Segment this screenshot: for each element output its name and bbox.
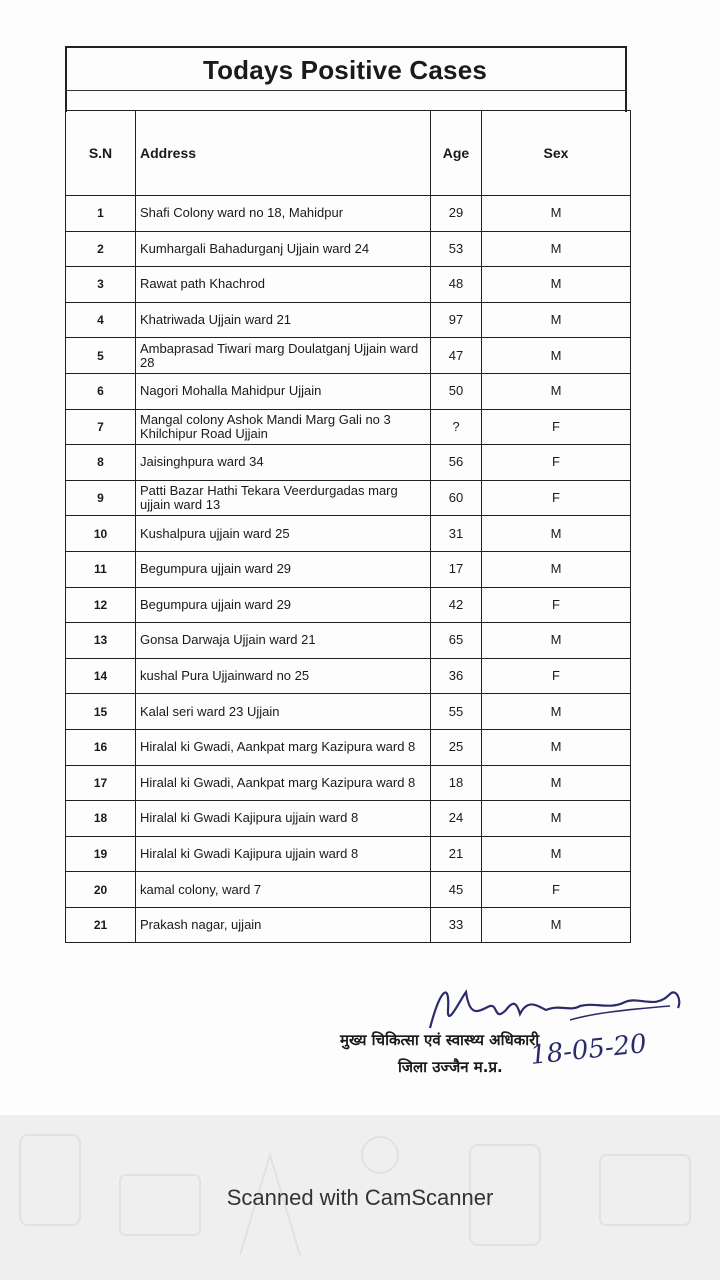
cell-sn: 14 [66,658,136,694]
title-divider [65,90,625,91]
cell-age: 31 [431,516,482,552]
table-body [66,196,631,943]
table-row [66,551,631,587]
table-row [66,445,631,481]
cell-sex: M [482,373,631,409]
footer-caption: Scanned with CamScanner [226,1185,494,1210]
cell-sn: 1 [66,196,136,232]
cell-sex: M [482,907,631,943]
cell-age: 24 [431,801,482,837]
cell-address: Patti Bazar Hathi Tekara Veerdurgadas marg ujjain ward 13 [136,480,431,516]
cell-age: 56 [431,445,482,481]
cell-age: 17 [431,551,482,587]
cell-address: Kushalpura ujjain ward 25 [136,516,431,552]
column-header-sn: S.N [66,111,136,196]
cell-age: 42 [431,587,482,623]
cell-sex: M [482,551,631,587]
cell-sex: F [482,658,631,694]
cell-sex: M [482,516,631,552]
cell-address: Ambaprasad Tiwari marg Doulatganj Ujjain ward 28 [136,338,431,374]
cell-sn: 9 [66,480,136,516]
cell-address: Gonsa Darwaja Ujjain ward 21 [136,623,431,659]
cell-address: kamal colony, ward 7 [136,872,431,908]
cell-age: 18 [431,765,482,801]
cell-sex: M [482,338,631,374]
document-title: Todays Positive Cases [202,55,488,85]
table-row [66,516,631,552]
cell-sex: M [482,729,631,765]
table-row [66,267,631,303]
cell-address: Hiralal ki Gwadi, Aankpat marg Kazipura ward 8 [136,765,431,801]
cell-age: 50 [431,373,482,409]
cell-age: 53 [431,231,482,267]
cell-address: Kalal seri ward 23 Ujjain [136,694,431,730]
cell-sn: 3 [66,267,136,303]
cell-address: kushal Pura Ujjainward no 25 [136,658,431,694]
cell-age: 97 [431,302,482,338]
cell-sn: 5 [66,338,136,374]
cell-sn: 12 [66,587,136,623]
cell-sex: M [482,302,631,338]
cell-address: Prakash nagar, ujjain [136,907,431,943]
cell-address: Shafi Colony ward no 18, Mahidpur [136,196,431,232]
cell-address: Hiralal ki Gwadi, Aankpat marg Kazipura ward 8 [136,729,431,765]
column-header-address: Address [136,111,431,196]
cell-sn: 20 [66,872,136,908]
table-row [66,338,631,374]
table-row [66,872,631,908]
table-row [66,694,631,730]
cell-sn: 21 [66,907,136,943]
cell-sn: 18 [66,801,136,837]
table-row [66,658,631,694]
table-row [66,373,631,409]
cell-sex: M [482,196,631,232]
cell-age: 48 [431,267,482,303]
cell-sex: F [482,587,631,623]
camscanner-footer [0,1115,720,1280]
table-row [66,623,631,659]
officer-designation: मुख्य चिकित्सा एवं स्वास्थ्य अधिकारी [340,1031,540,1049]
cell-sn: 19 [66,836,136,872]
table-row [66,480,631,516]
cases-table [65,110,631,943]
cell-address: Hiralal ki Gwadi Kajipura ujjain ward 8 [136,836,431,872]
table-row [66,587,631,623]
cell-sex: M [482,623,631,659]
column-header-sex: Sex [482,111,631,196]
cell-address: Mangal colony Ashok Mandi Marg Gali no 3 Khilchipur Road Ujjain [136,409,431,445]
column-header-age: Age [431,111,482,196]
cell-sex: M [482,694,631,730]
cell-address: Rawat path Khachrod [136,267,431,303]
cell-sn: 16 [66,729,136,765]
table-row [66,801,631,837]
cell-age: 33 [431,907,482,943]
cell-sex: M [482,765,631,801]
cell-sex: M [482,801,631,837]
signature-block [330,980,700,1090]
cell-age: 29 [431,196,482,232]
cell-address: Kumhargali Bahadurganj Ujjain ward 24 [136,231,431,267]
cell-address: Hiralal ki Gwadi Kajipura ujjain ward 8 [136,801,431,837]
cell-sn: 17 [66,765,136,801]
cell-sex: F [482,445,631,481]
cell-sn: 7 [66,409,136,445]
table-row [66,729,631,765]
cell-sex: F [482,872,631,908]
cell-sn: 2 [66,231,136,267]
cell-sn: 11 [66,551,136,587]
cell-age: 45 [431,872,482,908]
cell-age: 60 [431,480,482,516]
cell-address: Begumpura ujjain ward 29 [136,587,431,623]
table-header-row [66,111,631,196]
cell-sex: M [482,267,631,303]
cell-age: 25 [431,729,482,765]
handwritten-date: 18-05-20 [528,1028,649,1072]
table-row [66,409,631,445]
cell-address: Khatriwada Ujjain ward 21 [136,302,431,338]
officer-district: जिला उज्जैन म.प्र. [398,1058,503,1076]
cell-sn: 13 [66,623,136,659]
cell-sex: M [482,231,631,267]
table-row [66,302,631,338]
cell-age: 21 [431,836,482,872]
table-row [66,765,631,801]
table-row [66,907,631,943]
cell-sn: 6 [66,373,136,409]
cell-sn: 4 [66,302,136,338]
table-row [66,196,631,232]
cell-address: Nagori Mohalla Mahidpur Ujjain [136,373,431,409]
cell-address: Jaisinghpura ward 34 [136,445,431,481]
table-row [66,836,631,872]
table-row [66,231,631,267]
cell-address: Begumpura ujjain ward 29 [136,551,431,587]
cell-age: 65 [431,623,482,659]
cell-age: 47 [431,338,482,374]
cell-sex: F [482,409,631,445]
cell-sex: M [482,836,631,872]
cell-sn: 15 [66,694,136,730]
cell-sn: 8 [66,445,136,481]
cell-sn: 10 [66,516,136,552]
cell-age: 36 [431,658,482,694]
cell-sex: F [482,480,631,516]
cell-age: ? [431,409,482,445]
cell-age: 55 [431,694,482,730]
